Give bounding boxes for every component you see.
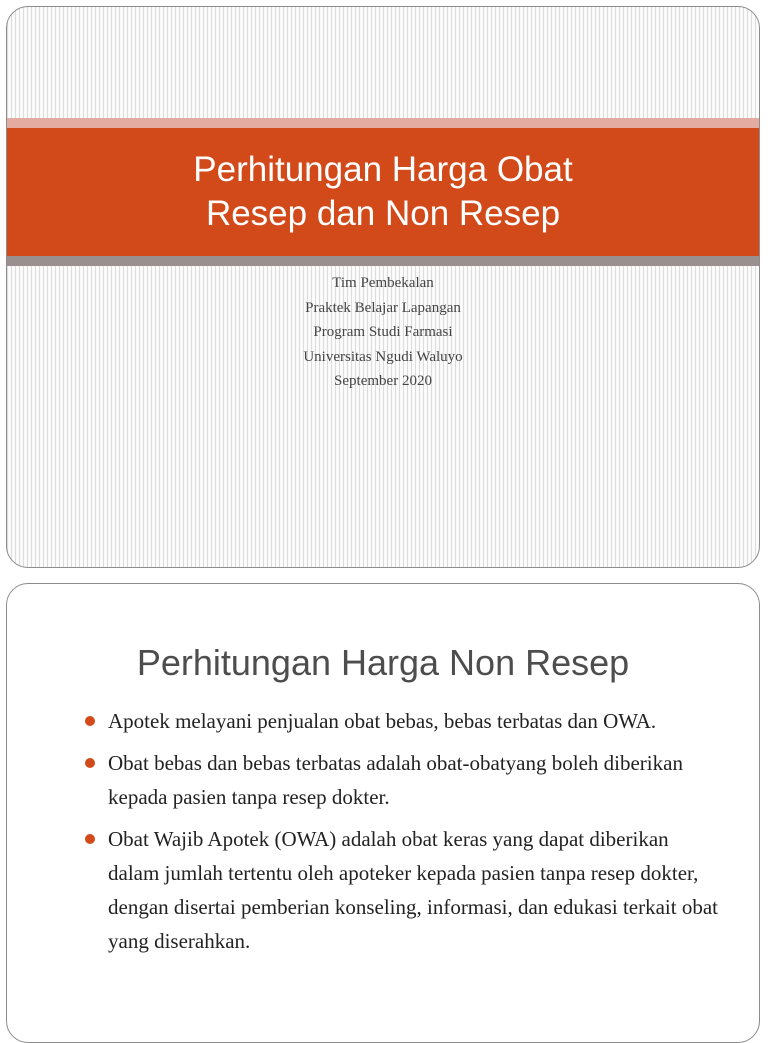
subtitle-program: Praktek Belajar Lapangan: [305, 299, 461, 316]
subtitle-study-program: Program Studi Farmasi: [313, 324, 453, 340]
circle-bullet-icon: [85, 716, 95, 726]
list-item-text: Apotek melayani penjualan obat bebas, bebas terbatas dan OWA.: [108, 709, 657, 733]
circle-bullet-icon: [85, 834, 95, 844]
title-band-bottom-accent: [7, 256, 759, 266]
subtitle-date: September 2020: [334, 373, 432, 389]
content-slide-title: Perhitungan Harga Non Resep: [136, 642, 630, 683]
list-item-text: Obat Wajib Apotek (OWA) adalah obat keras yang dapat diberikan dalam jumlah tertentu oleh apoteker kepada pasien tanpa resep dokter, dengan disertai pemberian konseling, informasi, dan edukasi terkait obat yang diserahkan.: [108, 827, 718, 953]
title-slide: [6, 6, 760, 568]
slide-subtitle: [7, 271, 759, 394]
slide-title-line-2: Resep dan Non Resep: [205, 194, 561, 233]
list-item-text: Obat bebas dan bebas terbatas adalah obat-obatyang boleh diberikan kepada pasien tanpa resep dokter.: [108, 751, 683, 809]
list-item: [85, 704, 725, 738]
subtitle-team: Tim Pembekalan: [332, 275, 434, 291]
title-band-top-accent: [7, 118, 759, 128]
slide-title-line-1: Perhitungan Harga Obat: [193, 150, 573, 189]
list-item: [85, 746, 725, 814]
list-item: [85, 822, 725, 958]
circle-bullet-icon: [85, 758, 95, 768]
title-band: [7, 128, 759, 256]
content-slide: [6, 583, 760, 1043]
bullet-list: [85, 704, 725, 966]
subtitle-university: Universitas Ngudi Waluyo: [303, 348, 463, 365]
